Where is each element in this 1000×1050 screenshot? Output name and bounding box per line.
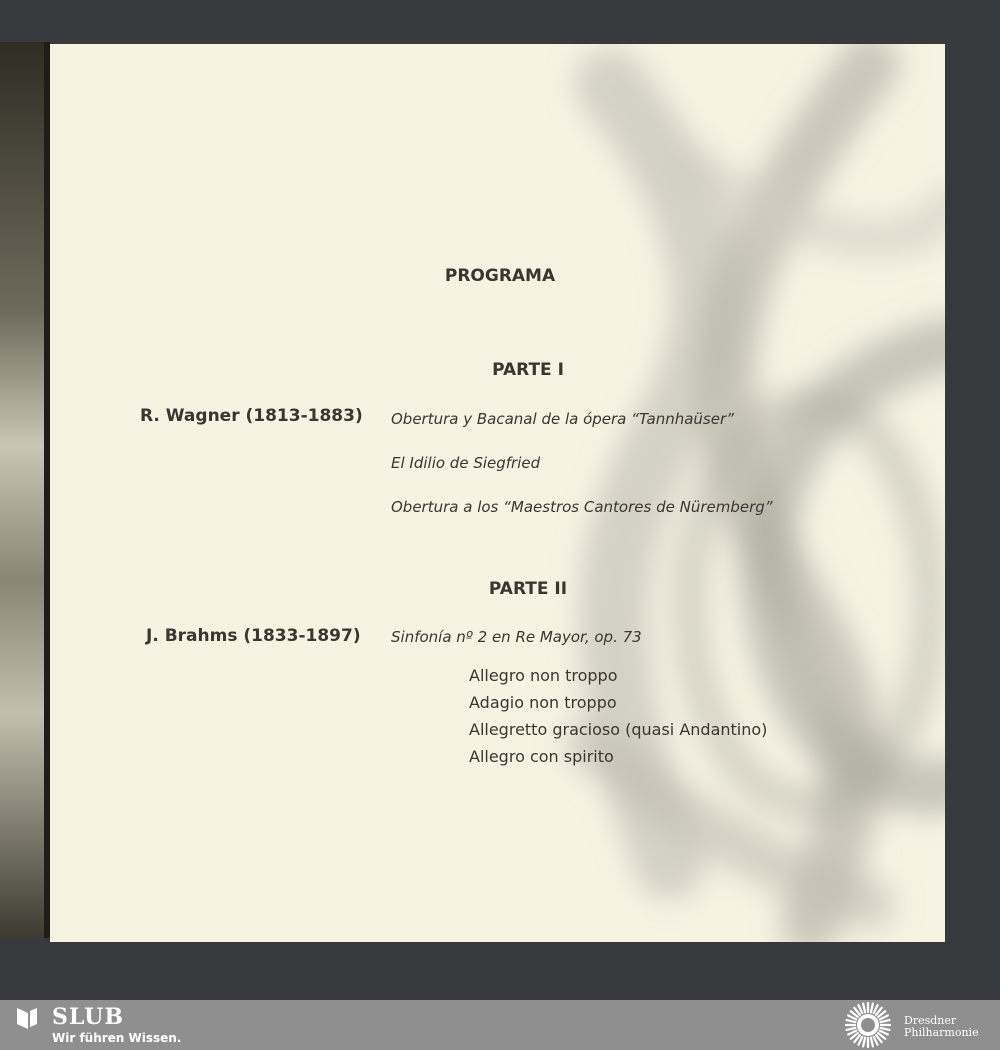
movement-item: Allegro non troppo (469, 666, 618, 685)
work-item: Obertura y Bacanal de la ópera “Tannhaüser” (391, 410, 734, 428)
program-title: PROGRAMA (444, 266, 556, 286)
program-page (50, 44, 945, 942)
part-two-heading: PARTE II (488, 579, 568, 599)
partner-name-line1: Dresdner (904, 1014, 957, 1027)
sunburst-logo-icon (843, 1001, 893, 1049)
book-icon (14, 1005, 40, 1031)
movement-item: Allegretto gracioso (quasi Andantino) (469, 720, 768, 739)
part-one-heading: PARTE I (492, 360, 564, 380)
library-tagline: Wir führen Wissen. (52, 1031, 182, 1045)
work-item: Obertura a los “Maestros Cantores de Nüremberg” (391, 498, 773, 516)
partner-name (904, 1015, 979, 1039)
work-item: El Idilio de Siegfried (391, 454, 541, 472)
swirl-background (50, 44, 945, 942)
composer-brahms: J. Brahms (1833-1897) (146, 626, 361, 646)
partner-name-line2: Philharmonie (904, 1026, 979, 1039)
composer-wagner: R. Wagner (1813-1883) (140, 406, 363, 426)
library-name: SLUB (52, 1004, 124, 1030)
work-item: Sinfonía nº 2 en Re Mayor, op. 73 (391, 628, 642, 646)
movement-item: Adagio non troppo (469, 693, 617, 712)
left-page-edge (0, 42, 50, 938)
movement-item: Allegro con spirito (469, 747, 614, 766)
